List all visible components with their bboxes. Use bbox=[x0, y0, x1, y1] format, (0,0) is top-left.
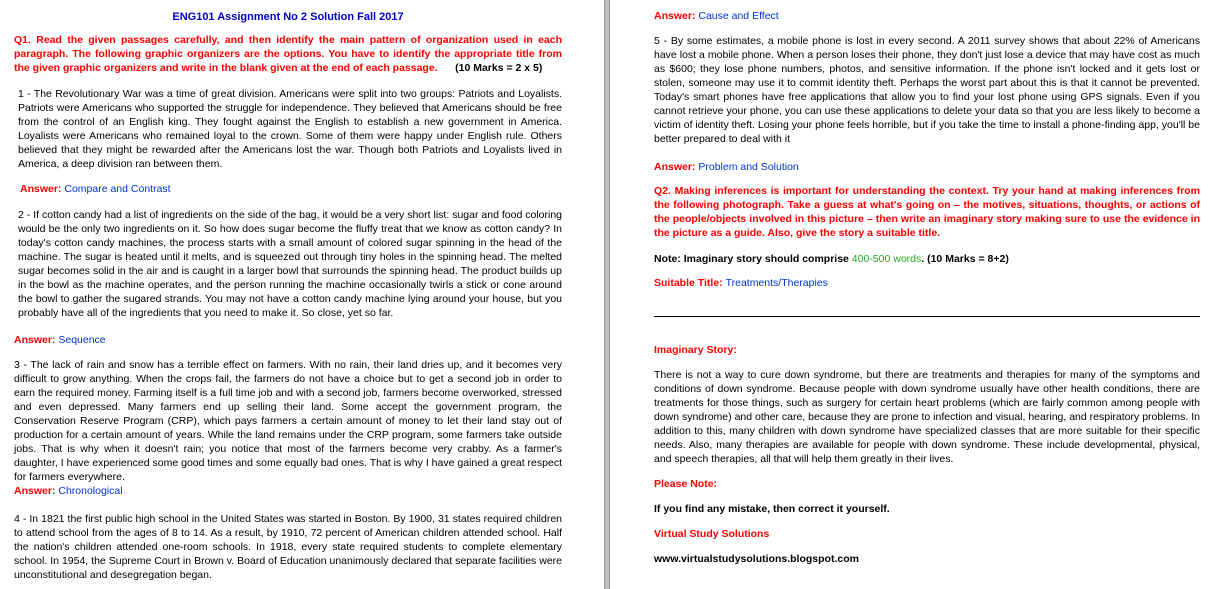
answer-2-label: Answer: bbox=[14, 334, 56, 346]
answer-2-value: Sequence bbox=[58, 334, 106, 346]
answer-3-label: Answer: bbox=[14, 485, 56, 497]
answer-5-label: Answer: bbox=[654, 161, 696, 173]
answer-1 bbox=[20, 182, 171, 196]
website-url: www.virtualstudysolutions.blogspot.com bbox=[654, 553, 859, 565]
answer-4-value: Cause and Effect bbox=[698, 10, 779, 22]
right-page bbox=[610, 0, 1214, 589]
please-note: Please Note: bbox=[654, 478, 718, 490]
answer-4-label: Answer: bbox=[654, 10, 696, 22]
question-2: Q2. Making inferences is important for understanding the context. Try your hand at making inferences from the following photograph. Take a guess at what's going on – the motives, situations, thoughts, or actions of the people/objects involved in this picture – then write an imaginary story making sure to use the evidence in the picture as a guide. Also, give the story a suitable title. bbox=[654, 185, 1200, 239]
story-label: Imaginary Story: bbox=[654, 344, 737, 356]
answer-2 bbox=[14, 333, 106, 347]
question-1-text: Q1. Read the given passages carefully, and then identify the main pattern of organization used in each paragraph. The following graphic organizers are the options. You have to identify the appropriate title from the given graphic organizers and write in the blank given at the end of each passage. bbox=[14, 34, 562, 74]
answer-5-value: Problem and Solution bbox=[698, 161, 799, 173]
suitable-title bbox=[654, 276, 828, 290]
answer-5 bbox=[654, 160, 799, 174]
question-1 bbox=[14, 33, 562, 75]
passage-5: 5 - By some estimates, a mobile phone is lost in every second. A 2011 survey shows that about 22% of Americans have lost a mobile phone. When a person loses their phone, they don't just lose a device that may have cost as much as $600; they lose phone numbers, photos, and sensitive information. If the phone isn't locked and it gets lost or stolen, someone may use it to commit identity theft. Perhaps the worst part about this is that it cannot be prevented. Today's smart phones have free applications that allow you to find your lost phone using GPS signals. Even if you cannot retrieve your phone, you can use these applications to delete your data so that you are less likely to become a victim of identity theft. Losing your phone feels horrible, but if you take the time to install a phone-finding app, you'll be better prepared to deal with it bbox=[654, 35, 1200, 145]
answer-1-label: Answer: bbox=[20, 183, 62, 195]
title-underline bbox=[654, 316, 1200, 317]
passage-4: 4 - In 1821 the first public high school in the United States was started in Boston. By 1900, 31 states required children to attend school from the ages of 8 to 14. As a result, by 1910, 72 percent of American children attended school. Half the nation's children attended one-room schools. In 1918, every state required students to complete elementary school. In 1954, the Supreme Court in Brown v. Board of Education unanimously declared that separate facilities were unconstitutional and desegregation began. bbox=[14, 513, 562, 581]
brand-name: Virtual Study Solutions bbox=[654, 528, 770, 540]
note-word-count: 400-500 words bbox=[851, 253, 922, 265]
correction-note: If you find any mistake, then correct it yourself. bbox=[654, 503, 890, 515]
left-page bbox=[0, 0, 604, 589]
question-1-marks: (10 Marks = 2 x 5) bbox=[455, 62, 543, 74]
suitable-title-label: Suitable Title: bbox=[654, 277, 723, 289]
passage-1: 1 - The Revolutionary War was a time of great division. Americans were split into two groups: Patriots and Loyalists. Patriots were Americans who supported the struggle for independence. They believed that Americans should be free from the control of an English king. They fought against the English to establish a new government in America. Loyalists were Americans who remained loyal to the crown. Some of them were happy under English rule. Others believed that they might be rewarded after the Americans lost the war. Though both Patriots and Loyalists lived in America, a deep division ran between them. bbox=[18, 88, 562, 170]
passage-3: 3 - The lack of rain and snow has a terrible effect on farmers. With no rain, their land dries up, and it becomes very difficult to grow anything. When the crops fail, the farmers do not have a choice but to get a second job in order to earn the required money. Farming itself is a full time job and with a second job, farmers become overworked, stressed and even depressed. Many farmers end up selling their land. Some accept the government program, the Conservation Reserve Program (CRP), which pays farmers a certain amount of money to let their land stay out of production for a certain amount of years. While the land remains under the CRP program, some farmers take outside jobs. That is why when it doesn't rain; you notice that most of the farmers become very crabby. As a farmer's daughter, I have experienced some good times and some equally bad ones. That is why I have gained a great respect for farmers everywhere. bbox=[14, 359, 562, 483]
passage-2: 2 - If cotton candy had a list of ingredients on the side of the bag, it would be a very short list: sugar and food coloring would be the only two ingredients on it. So how does sugar become the fluffy treat that we know as cotton candy? In today's cotton candy machines, the process starts with a small amount of colored sugar spinning in the head of the machine. The sugar is heated until it melts, and is squeezed out through tiny holes in the spinning head. The melted sugar becomes solid in the air and is caught in a larger bowl that surrounds the spinning head. The product builds up in the bowl as the machine operates, and the person running the machine occasionally twirls a stick or cone around the bowl to gather the sugared strands. You may not have a cotton candy machine lying around your house, but you probably have all of the ingredients that you need to make it. So close, yet so far. bbox=[18, 209, 562, 319]
answer-3-value: Chronological bbox=[58, 485, 123, 497]
answer-3 bbox=[14, 484, 123, 498]
answer-4 bbox=[654, 9, 779, 23]
note-prefix: Note: Imaginary story should comprise bbox=[654, 253, 852, 265]
note-suffix: . (10 Marks = 8+2) bbox=[921, 253, 1009, 265]
suitable-title-value: Treatments/Therapies bbox=[725, 277, 828, 289]
note bbox=[654, 252, 1009, 266]
answer-1-value: Compare and Contrast bbox=[64, 183, 171, 195]
document-title: ENG101 Assignment No 2 Solution Fall 2017 bbox=[172, 11, 404, 23]
imaginary-story: There is not a way to cure down syndrome, but there are treatments and therapies for many of the symptoms and conditions of down syndrome. Because people with down syndrome usually have other health conditions, there are treatments for those things, such as surgery for certain heart problems (which are fairly common among people with down syndrome) and other care, because they are prone to infection and visual, hearing, and respiratory problems. In addition to this, many children with down syndrome have specialized classes that are more suitable for their specific needs. Also, many therapies are available for people with down syndrome. These include developmental, physical, and speech therapies, all that will help them greatly in their lives. bbox=[654, 369, 1200, 465]
